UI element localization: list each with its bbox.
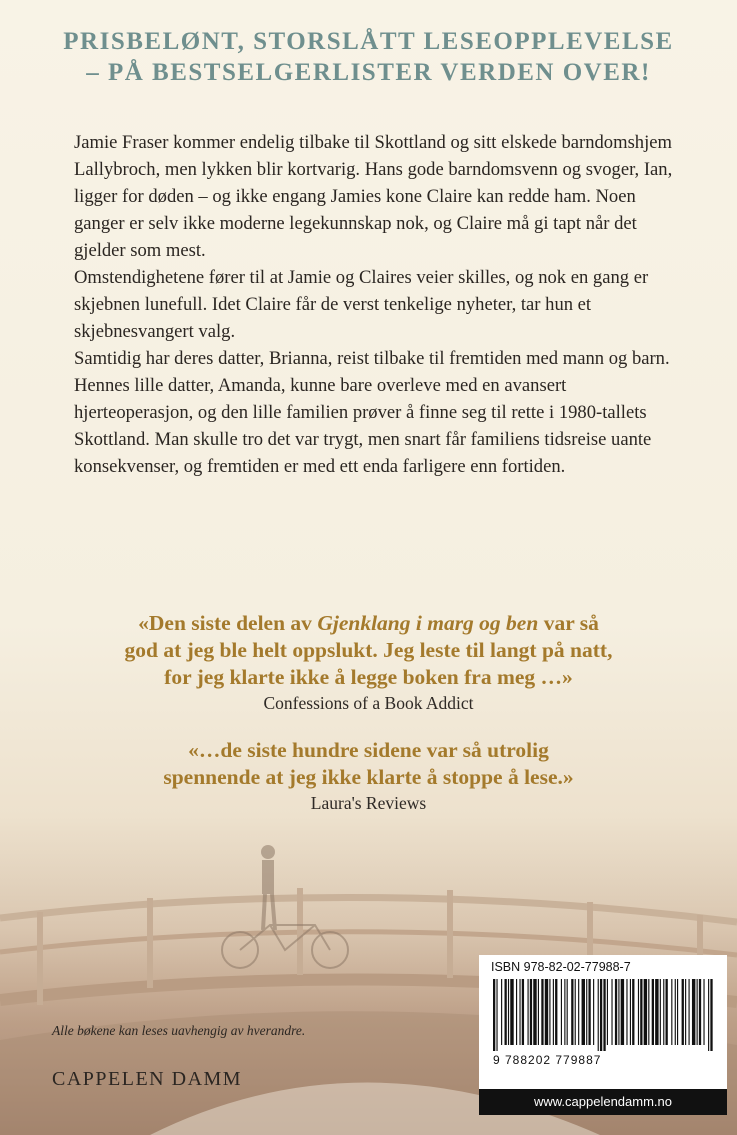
- blurb-paragraph-3-text: Samtidig har deres datter, Brianna, reist tilbake til fremtiden med mann og barn. Hennes lille datter, Amanda, kunne bare overleve med en avansert hjerteoperasjon, og den lille familien prøver å finne seg til rette i 1980-tallets Skottland. Man skulle tro det var trygt, men snart får familiens tidsreise uante konsekvenser, og fremtiden er med ett enda farligere enn fortiden.: [74, 348, 670, 477]
- barcode-bar: [582, 979, 585, 1045]
- barcode-bar: [689, 979, 690, 1045]
- publisher-url: www.cappelendamm.no: [479, 1089, 727, 1115]
- barcode-bar: [638, 979, 639, 1045]
- barcode-bar: [630, 979, 631, 1045]
- barcode-bar: [710, 979, 712, 1051]
- barcode-bar: [561, 979, 562, 1045]
- barcode-bar: [692, 979, 695, 1045]
- barcode-bar: [508, 979, 509, 1045]
- barcode-bar: [593, 979, 594, 1045]
- barcode-bar: [682, 979, 684, 1045]
- barcode-bar: [703, 979, 704, 1045]
- barcode-bar: [607, 979, 608, 1045]
- barcode-bar: [588, 979, 590, 1045]
- blurb-paragraph-1: Jamie Fraser kommer endelig tilbake til Skottland og sitt elskede barndomshjem Lallybroch, men lykken blir kortvarig. Hans gode barndomsvenn og svoger, Ian, ligger for døden – og ikke engang Jamies kone Claire kan redde ham. Noen ganger er selv ikke moderne legekunnskap nok, og Claire må gi tapt når det gjelder som mest.: [74, 132, 673, 261]
- barcode-digits: 9 788202 779887: [493, 1053, 602, 1067]
- review-quote-1: [0, 610, 737, 715]
- barcode-bar: [553, 979, 554, 1045]
- quote-1-post: var så: [538, 611, 599, 635]
- barcode-bar: [510, 979, 513, 1045]
- tagline-line-2: – PÅ BESTSELGERLISTER VERDEN OVER!: [86, 59, 651, 86]
- review-quote-1-line-3: for jeg klarte ikke å legge boken fra meg …»: [164, 665, 573, 689]
- barcode-bar: [699, 979, 701, 1045]
- barcode-bar: [648, 979, 649, 1045]
- barcode-bar: [522, 979, 524, 1045]
- review-quote-2: [0, 737, 737, 815]
- barcode-bar: [516, 979, 517, 1045]
- barcode-bar: [660, 979, 661, 1045]
- quote-1-pre: «Den siste delen av: [138, 611, 318, 635]
- barcode-bar: [640, 979, 642, 1045]
- barcode-bar: [618, 979, 619, 1045]
- review-quote-1-line-2: god at jeg ble helt oppslukt. Jeg leste til langt på natt,: [124, 638, 613, 662]
- barcode-bar: [578, 979, 579, 1045]
- review-quote-2-line-2: spennende at jeg ikke klarte å stoppe å lese.»: [163, 765, 574, 789]
- barcode-bar: [575, 979, 576, 1045]
- review-quote-1-line-1: [0, 610, 737, 637]
- publisher-logo: CAPPELEN DAMM: [52, 1068, 243, 1090]
- barcode-bar: [530, 979, 532, 1045]
- barcode-bar: [675, 979, 676, 1045]
- tagline: [0, 26, 737, 88]
- independent-note: Alle bøkene kan leses uavhengig av hverandre.: [52, 1023, 306, 1038]
- barcode-bar: [671, 979, 672, 1045]
- review-quote-1-source: Confessions of a Book Addict: [263, 693, 474, 713]
- tagline-line-1: PRISBELØNT, STORSLÅTT LESEOPPLEVELSE: [63, 28, 674, 55]
- barcode-bar: [538, 979, 539, 1045]
- barcode-icon: [489, 979, 717, 1051]
- barcode-bar: [677, 979, 678, 1045]
- blurb-paragraph-2: [74, 264, 684, 345]
- barcode-bar: [598, 979, 599, 1051]
- barcode-bar: [586, 979, 587, 1045]
- barcode-bar: [567, 979, 568, 1045]
- barcode-bar: [632, 979, 634, 1045]
- blurb-paragraph-2-text: Omstendighetene fører til at Jamie og Claires veier skilles, og nok en gang er skjebnen lunefull. Idet Claire får de verst tenkelige nyheter, tar hun et skjebnesvangert valg.: [74, 267, 649, 342]
- barcode-bar: [697, 979, 698, 1045]
- blurb-paragraph-3: [74, 345, 684, 480]
- barcode-bar: [505, 979, 507, 1045]
- barcode-bar: [666, 979, 668, 1045]
- barcode-bar: [571, 979, 573, 1045]
- barcode-bar: [663, 979, 664, 1045]
- quote-1-book-title: Gjenklang i marg og ben: [317, 611, 539, 635]
- barcode-bar: [611, 979, 612, 1045]
- barcode-bar: [501, 979, 502, 1045]
- barcode-bar: [708, 979, 709, 1051]
- barcode-bar: [549, 979, 550, 1045]
- barcode-bar: [603, 979, 605, 1051]
- barcode-bar: [600, 979, 602, 1051]
- review-quote-2-source: Laura's Reviews: [310, 793, 427, 813]
- isbn-number: ISBN 978-82-02-77988-7: [491, 960, 631, 974]
- blurb: [74, 129, 684, 480]
- barcode-bar: [652, 979, 654, 1045]
- barcode-bar: [655, 979, 658, 1045]
- barcode-bar: [685, 979, 686, 1045]
- barcode-bar: [615, 979, 617, 1045]
- barcode-bar: [621, 979, 624, 1045]
- barcode-panel: [479, 955, 727, 1089]
- barcode-bar: [533, 979, 536, 1045]
- barcode-bar: [564, 979, 565, 1045]
- barcode-bar: [626, 979, 627, 1045]
- review-quote-2-line-1: «…de siste hundre sidene var så utrolig: [188, 738, 549, 762]
- barcode-bar: [496, 979, 497, 1051]
- barcode-bar: [545, 979, 548, 1045]
- barcode-bar: [528, 979, 529, 1045]
- barcode-bar: [555, 979, 557, 1045]
- barcode-bar: [519, 979, 520, 1045]
- barcode-bar: [644, 979, 647, 1045]
- barcode-bar: [541, 979, 543, 1045]
- barcode-bar: [493, 979, 495, 1051]
